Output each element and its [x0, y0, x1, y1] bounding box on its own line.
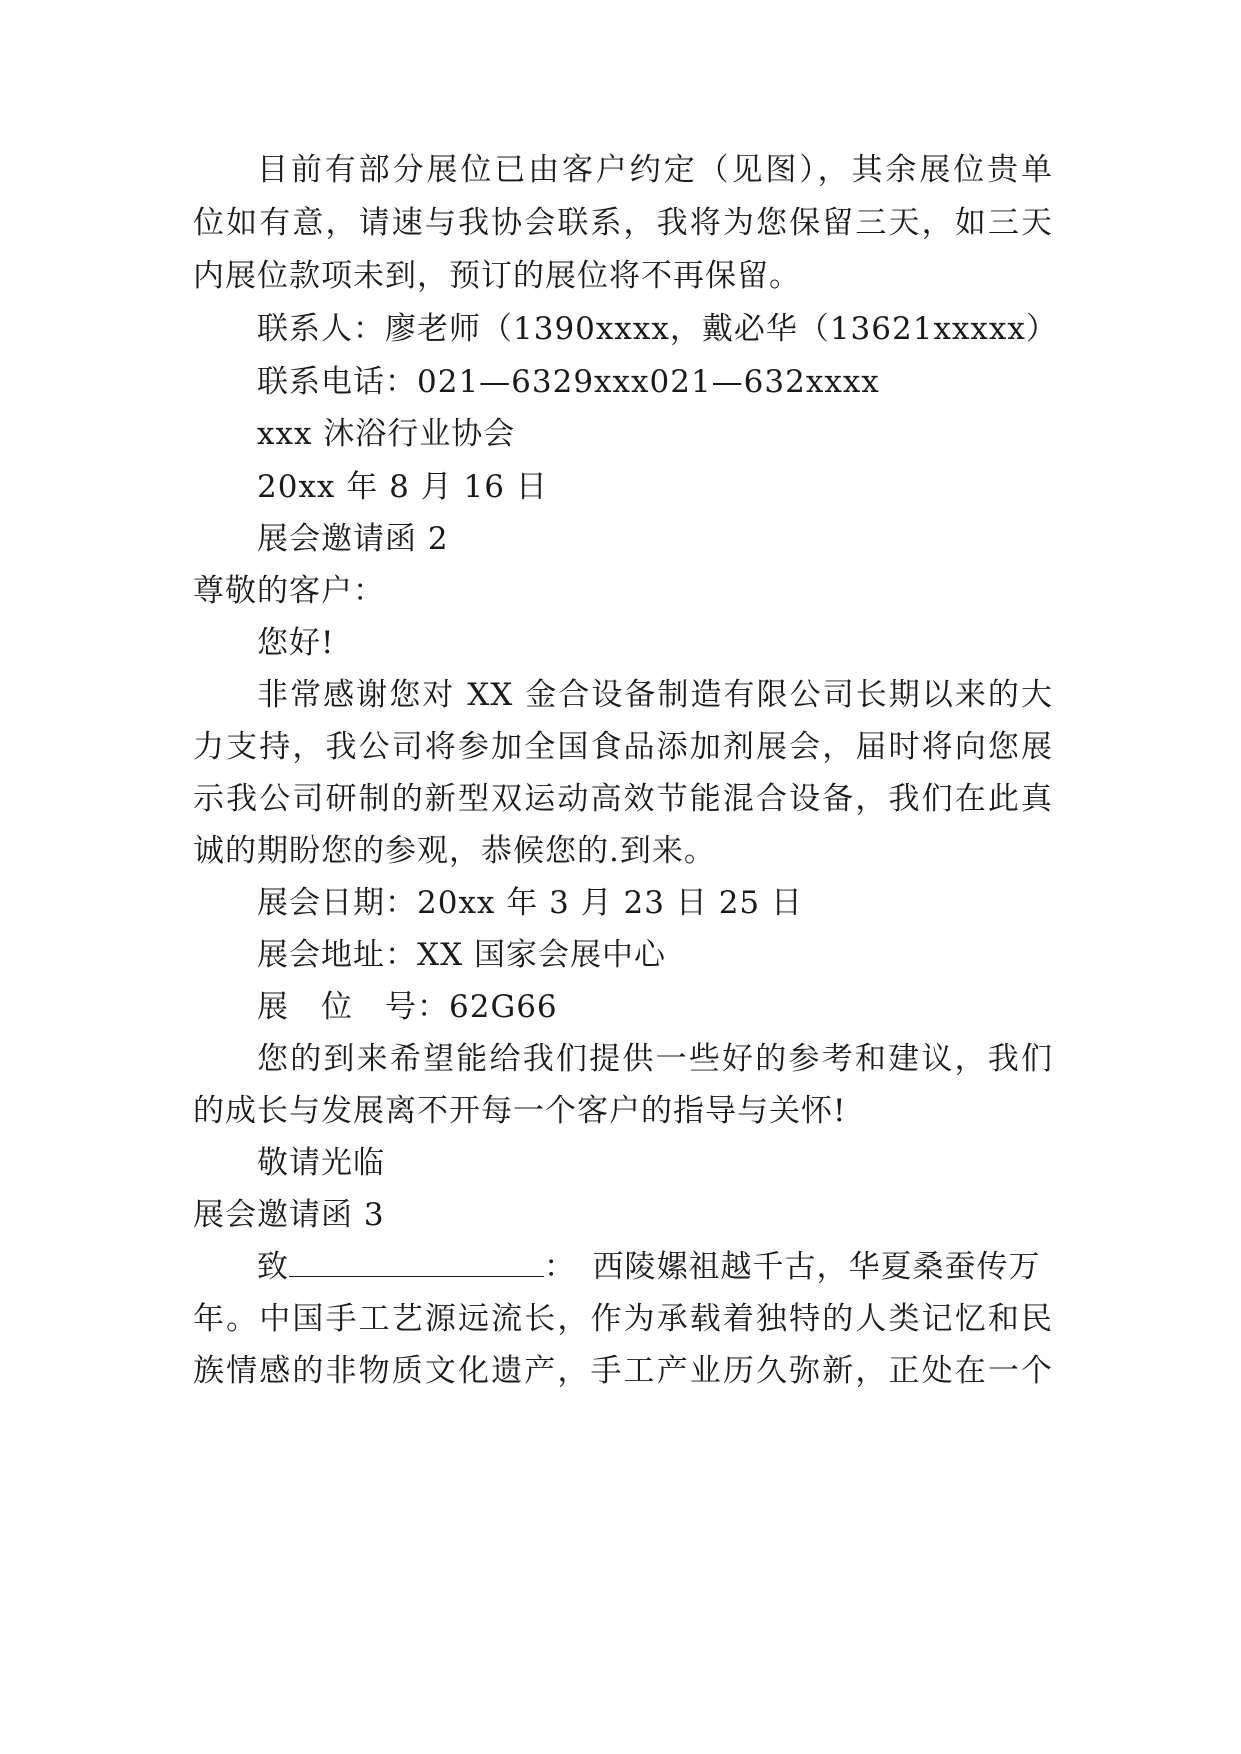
- addressee-line: [257, 1247, 1053, 1287]
- letter-date: 20xx 年 8 月 16 日: [257, 469, 548, 505]
- booth-number: 展 位 号：62G66: [257, 989, 558, 1025]
- paragraph-line: 族情感的非物质文化遗产，手工产业历久弥新，正处在一个: [193, 1353, 1053, 1389]
- paragraph-line: 您的到来希望能给我们提供一些好的参考和建议，我们: [257, 1041, 1053, 1077]
- addressee-blank: [289, 1248, 544, 1277]
- contact-person: 联系人：廖老师（1390xxxx，戴必华（13621xxxxx）: [257, 311, 1058, 347]
- expo-address: 展会地址：XX 国家会展中心: [257, 937, 666, 973]
- paragraph-line: 内展位款项未到，预订的展位将不再保留。: [193, 258, 801, 294]
- closing-line: 敬请光临: [257, 1145, 385, 1181]
- paragraph-line: 力支持，我公司将参加全国食品添加剂展会，届时将向您展: [193, 729, 1053, 765]
- paragraph-line: 诚的期盼您的参观，恭候您的.到来。: [193, 833, 716, 869]
- paragraph-line: 非常感谢您对 XX 金合设备制造有限公司长期以来的大: [257, 677, 1053, 713]
- contact-phone: 联系电话：021—6329xxx021—632xxxx: [257, 364, 880, 400]
- expo-date: 展会日期：20xx 年 3 月 23 日 25 日: [257, 885, 804, 921]
- addressee-prefix: 致: [257, 1249, 289, 1285]
- paragraph-line: 目前有部分展位已由客户约定（见图），其余展位贵单: [257, 152, 1053, 188]
- addressee-suffix: ： 西陵嫘祖越千古，华夏桑蚕传万: [544, 1249, 1041, 1285]
- paragraph-line: 年。中国手工艺源远流长，作为承载着独特的人类记忆和民: [193, 1301, 1053, 1337]
- organization-name: xxx 沐浴行业协会: [257, 416, 516, 452]
- greeting: 您好!: [257, 625, 335, 661]
- salutation: 尊敬的客户：: [193, 573, 385, 609]
- paragraph-line: 示我公司研制的新型双运动高效节能混合设备，我们在此真: [193, 781, 1053, 817]
- section-heading: 展会邀请函 2: [257, 521, 449, 557]
- section-heading: 展会邀请函 3: [193, 1197, 385, 1233]
- paragraph-line: 的成长与发展离不开每一个客户的指导与关怀!: [193, 1093, 847, 1129]
- paragraph-line: 位如有意，请速与我协会联系，我将为您保留三天，如三天: [193, 205, 1053, 241]
